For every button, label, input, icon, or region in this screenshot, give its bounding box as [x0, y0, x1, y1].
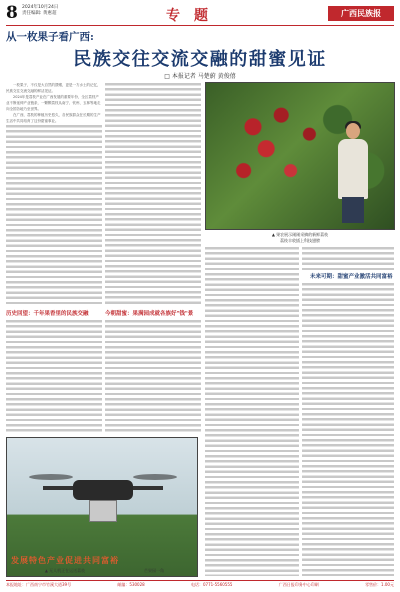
- text-column-4b: [302, 282, 394, 576]
- footer-phone: 电话：0771-5560555: [191, 582, 233, 587]
- lead-paragraph: 在广西，荔枝的种植历史悠久，各民族群众在长期的生产生活中共同培育了这份甜蜜事业。: [6, 113, 101, 123]
- text-column-4a: [302, 246, 394, 270]
- lead-paragraph: 一枚果子，不仅是大自然的馈赠，更是一方水土的记忆，民族交往交流交融的鲜活见证。: [6, 83, 101, 93]
- body-text-block: [105, 82, 201, 304]
- subhead-today: 今朝甜蜜：果满园成就各族好"钱"景: [105, 311, 194, 317]
- footer-printer: 广西日报印务中心印刷: [278, 582, 319, 587]
- article-byline: □ 本报记者 马楚蔚 黄俊僖: [164, 73, 236, 80]
- footer-address: 本报地址：广西南宁市竹溪大道39号: [6, 582, 72, 587]
- lead-paragraph: 2024年是荔枝产业在广西发展的重要年份，全区荔枝产业不断延伸产业链条，一颗颗荔枝从南宁、钦州、玉林等地走向全国各地乃至世界。: [6, 95, 101, 111]
- text-column-2: [105, 82, 201, 304]
- page-footer: [6, 582, 394, 588]
- header-divider: [6, 25, 394, 26]
- section-title: 专题: [166, 8, 222, 24]
- footer-price: 零售价：1.00元: [365, 582, 394, 587]
- subhead-future: 未来可期：甜蜜产业激活共同富裕: [310, 274, 393, 280]
- masthead-logo: 广西民族报: [328, 6, 394, 21]
- drone-rotor: [29, 474, 73, 480]
- text-column-1: [6, 82, 102, 304]
- subhead-history: 历史回望：千年果香里的民族交融: [6, 311, 89, 317]
- body-text-block: [6, 124, 102, 304]
- article-headline: 民族交往交流交融的甜蜜见证: [73, 49, 327, 70]
- issue-date-text: 2024年10月24日: [22, 5, 59, 10]
- photo-overlay-text: 发展特色产业促进共同富裕: [11, 555, 119, 565]
- footer-divider: [6, 580, 394, 581]
- body-text-block: [205, 246, 299, 576]
- text-column-3: [205, 246, 299, 576]
- body-text-block: [105, 319, 201, 433]
- editor-text: 责任编辑: 黄惠超: [22, 11, 57, 16]
- body-text-block: [6, 319, 102, 433]
- farmer-figure: [336, 123, 370, 223]
- footer-postcode: 邮编：530028: [117, 582, 145, 587]
- mango-photo-caption: 芒果园一角: [144, 568, 164, 573]
- drone-cargo-box: [89, 500, 117, 522]
- page-number: 8: [6, 3, 18, 23]
- body-text-block: [302, 246, 394, 270]
- text-column-6: [105, 319, 201, 433]
- article-kicker: 从一枚果子看广西:: [6, 31, 94, 43]
- drone-rotor: [133, 474, 177, 480]
- drone-body: [73, 480, 133, 500]
- issue-date: [22, 5, 58, 17]
- lychee-harvest-photo: [205, 82, 395, 230]
- lychee-photo-caption-2: 荔枝丰收插上科技翅膀: [280, 238, 320, 243]
- body-text-block: [302, 282, 394, 576]
- lychee-photo-caption: ▲ 果农展示刚刚采摘的新鲜荔枝: [271, 232, 329, 237]
- drone-delivery-photo: [6, 437, 198, 577]
- text-column-5: [6, 319, 102, 433]
- drone-photo-caption: ▲ 无人机正在运送荔枝: [44, 568, 86, 573]
- page-header: [6, 4, 394, 24]
